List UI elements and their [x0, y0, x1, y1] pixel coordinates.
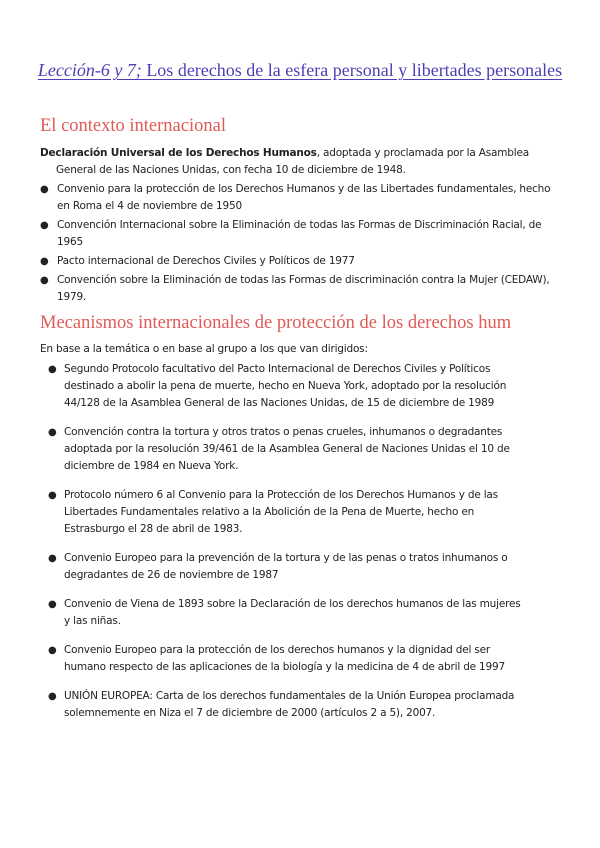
mechanism-list: [48, 361, 528, 734]
list-item-text: Convención sobre la Eliminación de todas las Formas de discriminación contra la Mujer (CEDAW), 1979.: [57, 274, 550, 303]
declaration-name: Declaración Universal de los Derechos Humanos: [40, 147, 317, 159]
list-item-text: Protocolo número 6 al Convenio para la Protección de los Derechos Humanos y de las Libertades Fundamentales relativo a la Abolición de la Pena de Muerte, hecho en Estrasburgo el 28 de abril de 1983.: [64, 489, 498, 535]
list-item: [40, 272, 560, 306]
list-item-text: Segundo Protocolo facultativo del Pacto Internacional de Derechos Civiles y Políticos destinado a abolir la pena de muerte, hecho en Nueva York, adoptado por la resolución 44/128 de la Asamblea General de las Naciones Unidas, de 15 de diciembre de 1989: [64, 363, 507, 409]
list-item: [48, 688, 528, 722]
bullet-icon: ●: [48, 691, 57, 702]
list-item-text: Convenio Europeo para la protección de los derechos humanos y la dignidad del ser humano respecto de las aplicaciones de la biología y la medicina de 4 de abril de 1997: [64, 644, 505, 673]
list-item-text: Convenio para la protección de los Derechos Humanos y de las Libertades fundamentales, hecho en Roma el 4 de noviembre de 1950: [57, 183, 551, 212]
list-item-text: UNIÓN EUROPEA: Carta de los derechos fundamentales de la Unión Europea proclamada solemnemente en Niza el 7 de diciembre de 2000 (artículos 2 a 5), 2007.: [64, 690, 515, 719]
list-item-text: Convención contra la tortura y otros tratos o penas crueles, inhumanos o degradantes adoptada por la resolución 39/461 de la Asamblea General de Naciones Unidas el 10 de diciembre de 1984 en Nueva York.: [64, 426, 510, 472]
list-item-text: Convenio de Viena de 1893 sobre la Declaración de los derechos humanos de las mujeres y las niñas.: [64, 598, 521, 627]
bullet-icon: ●: [48, 599, 57, 610]
list-item: [48, 424, 528, 475]
bullet-icon: ●: [40, 256, 49, 267]
bullet-icon: ●: [48, 553, 57, 564]
bullet-icon: ●: [40, 275, 49, 286]
list-item: [48, 361, 528, 412]
section-heading-international-context: El contexto internacional: [40, 116, 226, 136]
list-item: [48, 550, 528, 584]
list-item: [48, 642, 528, 676]
declaration-text: , adoptada y proclamada por la Asamblea: [316, 147, 529, 159]
bullet-icon: ●: [48, 490, 57, 501]
declaration-paragraph: [40, 145, 540, 179]
lesson-number: Lección-6 y 7;: [37, 60, 142, 80]
list-item: [40, 181, 560, 215]
bullet-icon: ●: [48, 645, 57, 656]
list-item: [48, 487, 528, 538]
list-item: [48, 596, 528, 630]
bullet-icon: ●: [40, 220, 49, 231]
lesson-title: Los derechos de la esfera personal y libertades personales: [146, 60, 563, 80]
bullet-icon: ●: [48, 427, 57, 438]
page-title: [30, 58, 570, 82]
list-item: [40, 217, 560, 251]
treaty-list: [40, 181, 560, 308]
list-item: [40, 253, 560, 270]
bullet-icon: ●: [40, 184, 49, 195]
list-item-text: Convención Internacional sobre la Eliminación de todas las Formas de Discriminación Racial, de 1965: [57, 219, 542, 248]
list-item-text: Convenio Europeo para la prevención de la tortura y de las penas o tratos inhumanos o degradantes de 26 de noviembre de 1987: [64, 552, 508, 581]
list-item-text: Pacto internacional de Derechos Civiles y Políticos de 1977: [57, 255, 355, 267]
mechanisms-intro: En base a la temática o en base al grupo a los que van dirigidos:: [40, 343, 368, 355]
section-heading-protection-mechanisms: Mecanismos internacionales de protección de los derechos hum: [40, 313, 512, 333]
bullet-icon: ●: [48, 364, 57, 375]
declaration-continuation: General de las Naciones Unidas, con fecha 10 de diciembre de 1948.: [56, 164, 406, 176]
